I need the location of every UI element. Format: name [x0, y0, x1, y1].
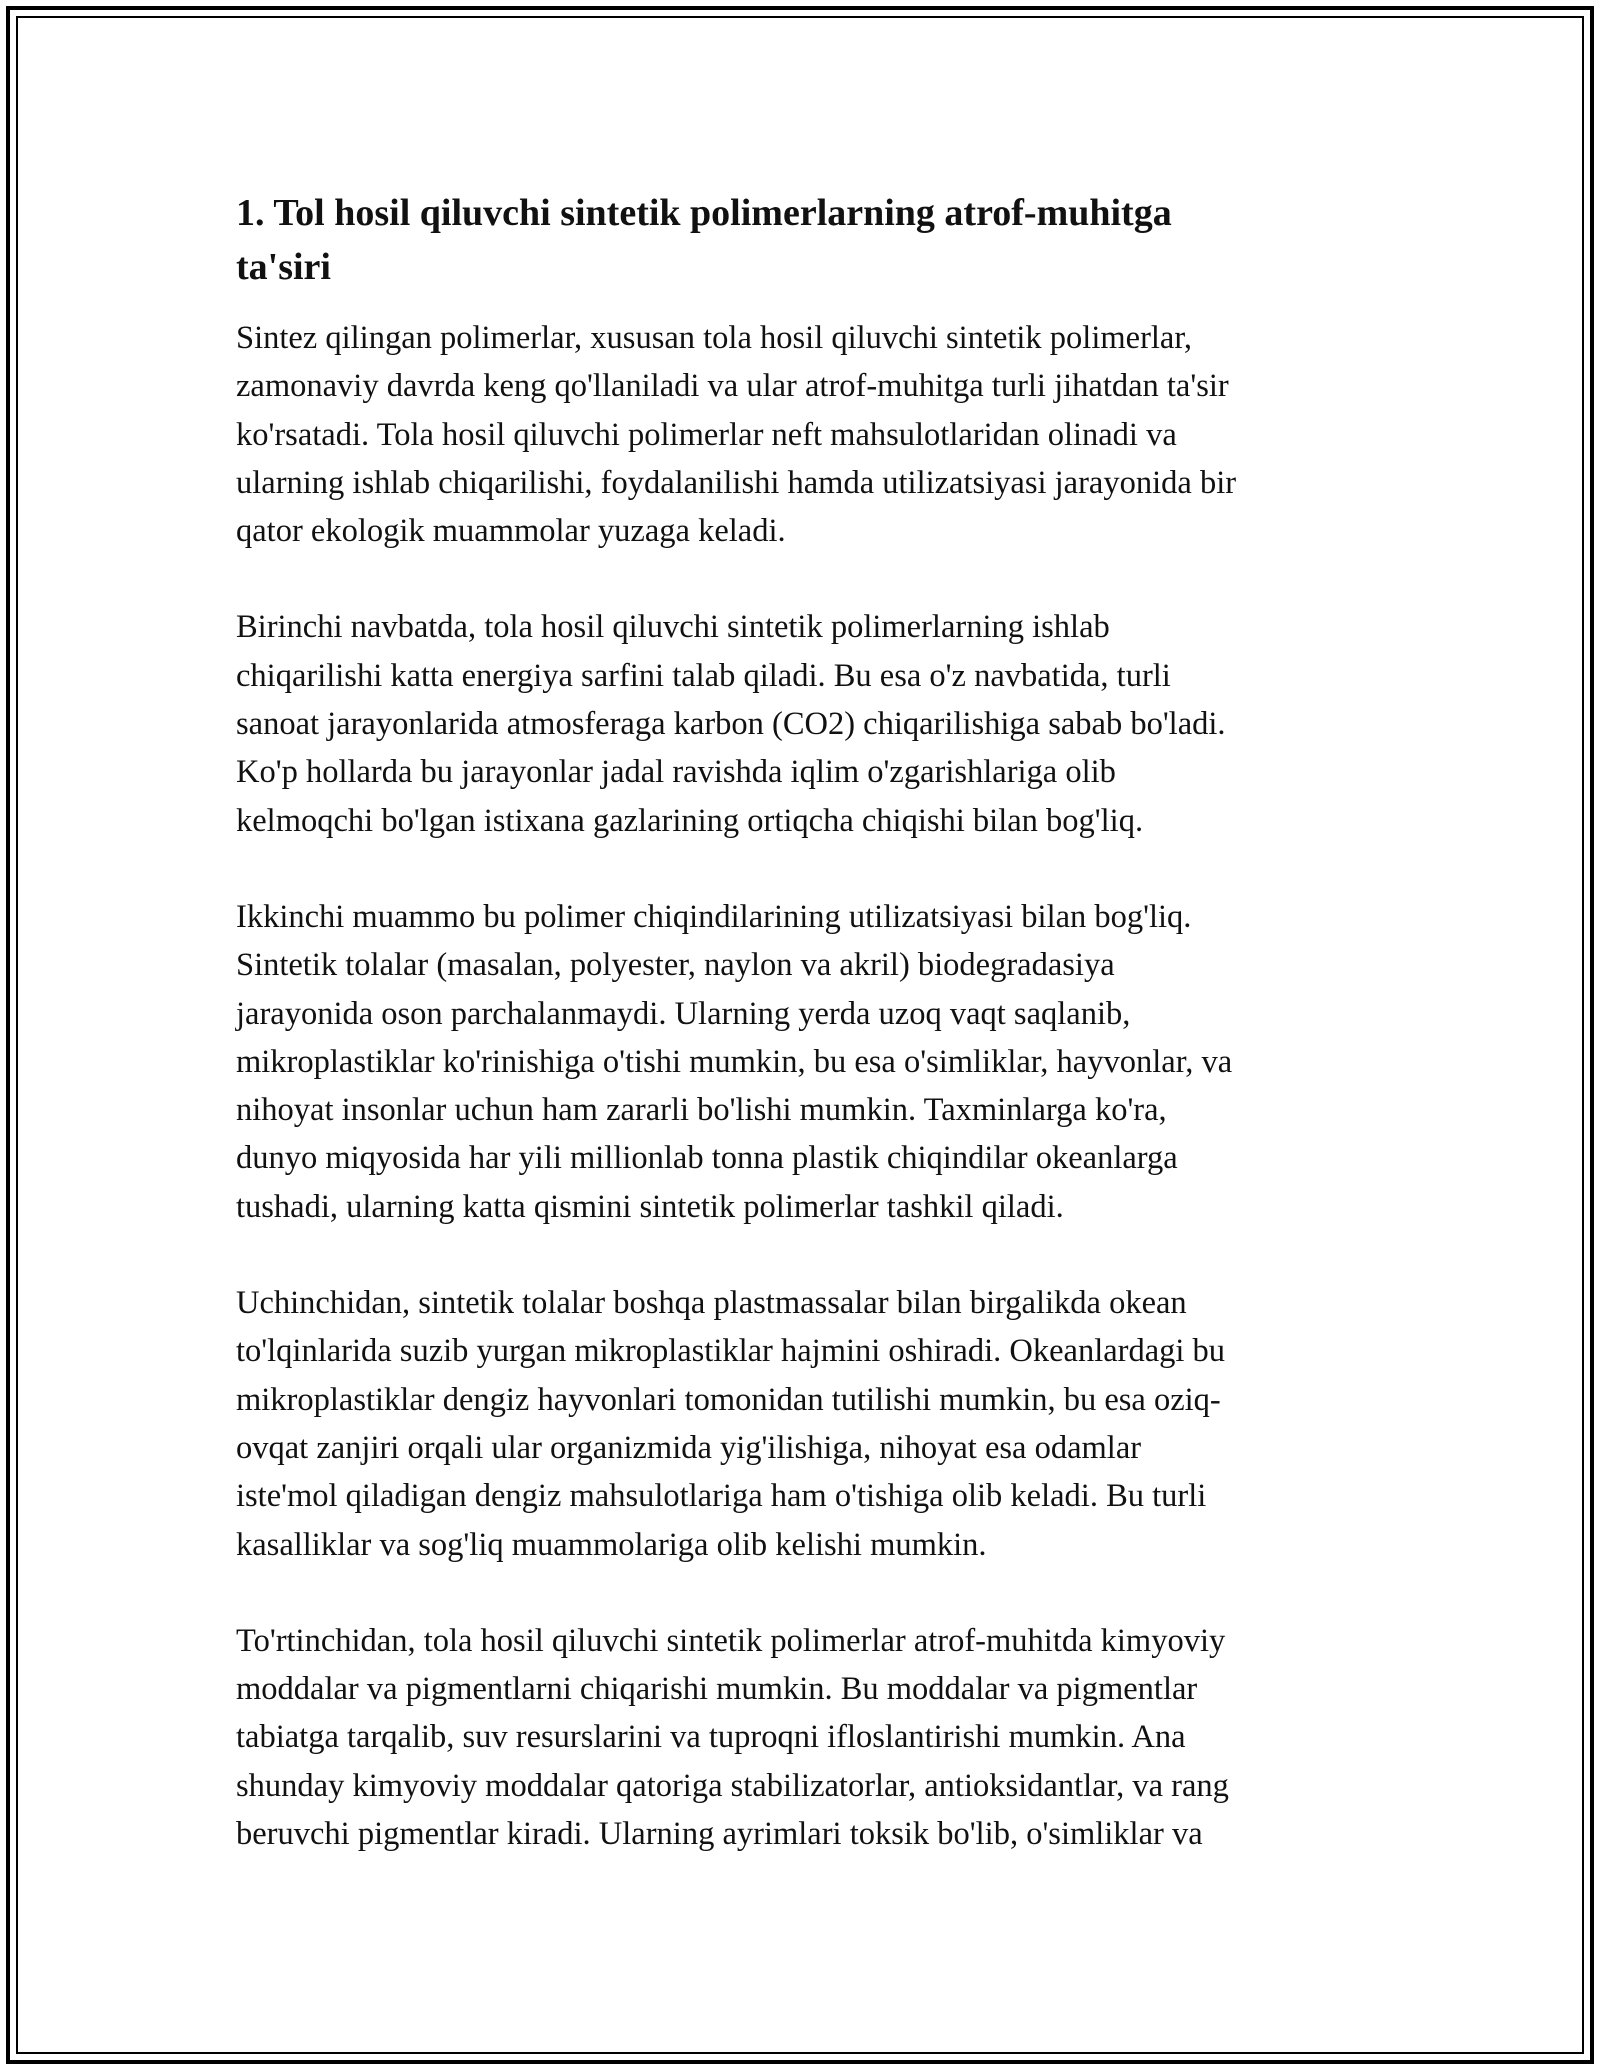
text-line: beruvchi pigmentlar kiradi. Ularning ayrimlari toksik bo'lib, o'simliklar va [236, 1816, 1203, 1853]
text-line: Uchinchidan, sintetik tolalar boshqa plastmassalar bilan birgalikda okean [236, 1285, 1187, 1322]
text-line: Ko'p hollarda bu jarayonlar jadal ravishda iqlim o'zgarishlariga olib [236, 754, 1116, 791]
text-line: tabiatga tarqalib, suv resurslarini va tuproqni ifloslantirishi mumkin. Ana [236, 1719, 1186, 1756]
text-line: Sintez qilingan polimerlar, xususan tola hosil qiluvchi sintetik polimerlar, [236, 320, 1192, 356]
text-line: kasalliklar va sog'liq muammolariga olib kelishi mumkin. [236, 1526, 987, 1563]
text-line: To'rtinchidan, tola hosil qiluvchi sintetik polimerlar atrof-muhitda kimyoviy [236, 1622, 1226, 1659]
text-line: tushadi, ularning katta qismini sintetik polimerlar tashkil qiladi. [236, 1188, 1064, 1225]
paragraph-fourth [236, 1617, 1376, 1858]
text-line: chiqarilishi katta energiya sarfini talab qiladi. Bu esa o'z navbatida, turli [236, 657, 1171, 694]
text-line: moddalar va pigmentlarni chiqarishi mumkin. Bu moddalar va pigmentlar [236, 1671, 1198, 1708]
text-line: mikroplastiklar dengiz hayvonlari tomonidan tutilishi mumkin, bu esa oziq- [236, 1381, 1221, 1418]
paragraph-intro [236, 314, 1376, 555]
text-line: ovqat zanjiri orqali ular organizmida yig'ilishiga, nihoyat esa odamlar [236, 1429, 1142, 1466]
text-line: nihoyat insonlar uchun ham zararli bo'lishi mumkin. Taxminlarga ko'ra, [236, 1092, 1167, 1129]
text-line: Sintetik tolalar (masalan, polyester, naylon va akril) biodegradasiya [236, 947, 1115, 984]
section-title [236, 186, 1376, 294]
paragraph-third [236, 1279, 1376, 1569]
text-line: jarayonida oson parchalanmaydi. Ularning yerda uzoq vaqt saqlanib, [236, 995, 1131, 1032]
paragraph-second [236, 893, 1376, 1231]
text-line: zamonaviy davrda keng qo'llaniladi va ular atrof-muhitga turli jihatdan ta'sir [236, 368, 1229, 405]
title-line: 1. Tol hosil qiluvchi sintetik polimerlarning atrof-muhitga [236, 192, 1172, 234]
text-line: shunday kimyoviy moddalar qatoriga stabilizatorlar, antioksidantlar, va rang [236, 1767, 1229, 1804]
text-line: mikroplastiklar ko'rinishiga o'tishi mumkin, bu esa o'simliklar, hayvonlar, va [236, 1043, 1233, 1080]
text-line: to'lqinlarida suzib yurgan mikroplastiklar hajmini oshiradi. Okeanlardagi bu [236, 1333, 1226, 1370]
document-body [236, 186, 1376, 1906]
text-line: ularning ishlab chiqarilishi, foydalanilishi hamda utilizatsiyasi jarayonida bir [236, 464, 1237, 501]
text-line: ko'rsatadi. Tola hosil qiluvchi polimerlar neft mahsulotlaridan olinadi va [236, 416, 1177, 453]
paragraph-first [236, 603, 1376, 844]
text-line: qator ekologik muammolar yuzaga keladi. [236, 513, 786, 550]
text-line: Birinchi navbatda, tola hosil qiluvchi sintetik polimerlarning ishlab [236, 609, 1110, 646]
text-line: dunyo miqyosida har yili millionlab tonna plastik chiqindilar okeanlarga [236, 1140, 1178, 1177]
text-line: kelmoqchi bo'lgan istixana gazlarining ortiqcha chiqishi bilan bog'liq. [236, 802, 1144, 839]
text-line: sanoat jarayonlarida atmosferaga karbon (CO2) chiqarilishiga sabab bo'ladi. [236, 706, 1226, 743]
text-line: iste'mol qiladigan dengiz mahsulotlariga ham o'tishiga olib keladi. Bu turli [236, 1478, 1207, 1515]
text-line: Ikkinchi muammo bu polimer chiqindilarining utilizatsiyasi bilan bog'liq. [236, 898, 1192, 935]
title-line: ta'siri [236, 246, 331, 288]
